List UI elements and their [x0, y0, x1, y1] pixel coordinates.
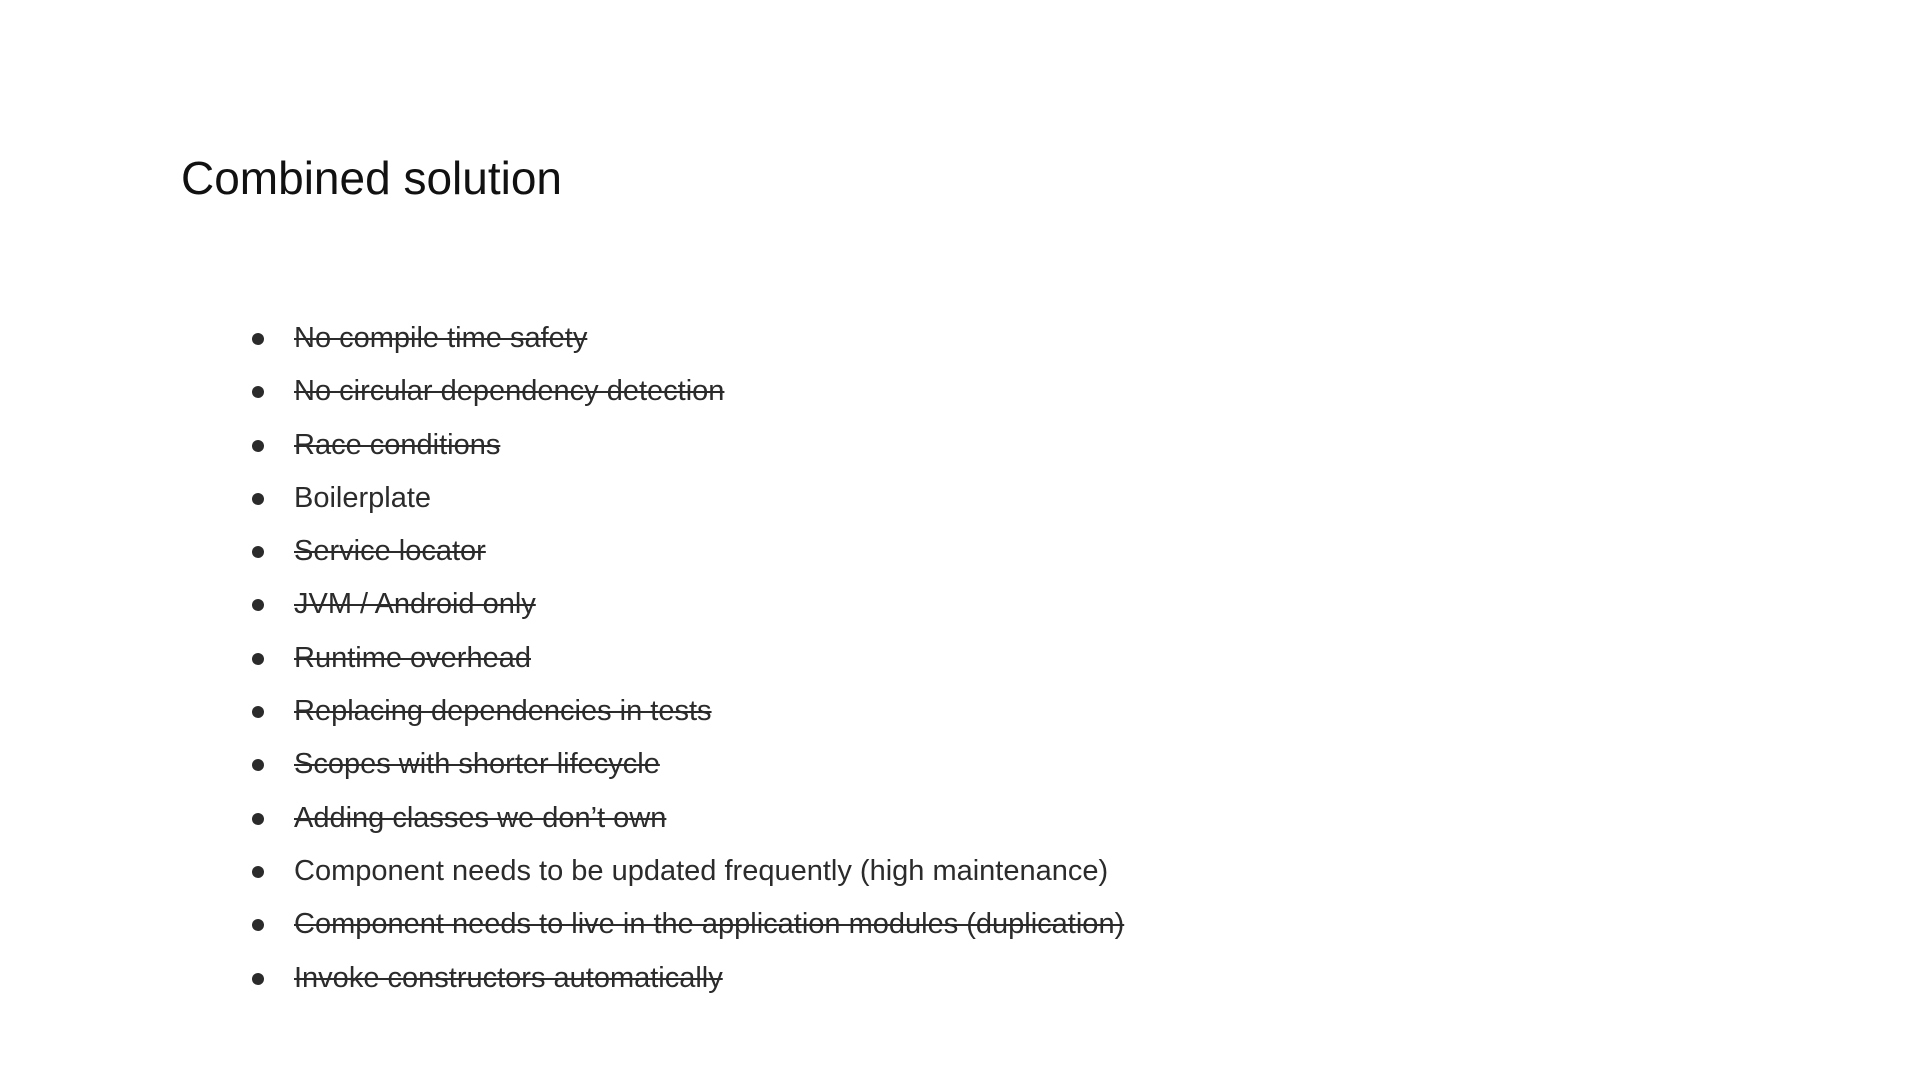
bullet-text: Component needs to be updated frequently (high maintenance) [294, 854, 1109, 887]
bullet-dot-icon [252, 919, 264, 931]
slide-title: Combined solution [181, 152, 563, 204]
bullet-dot-icon [252, 973, 264, 985]
bullet-dot-icon [252, 866, 264, 878]
bullet-text: Adding classes we don’t own [294, 801, 667, 834]
bullet-dot-icon [252, 440, 264, 452]
bullet-text: JVM / Android only [294, 588, 536, 621]
bullet-text: Service locator [294, 535, 486, 568]
bullet-dot-icon [252, 599, 264, 611]
bullet-text: Scopes with shorter lifecycle [294, 748, 660, 781]
bullet-dot-icon [252, 546, 264, 558]
bullet-text: Replacing dependencies in tests [294, 695, 712, 728]
bullet-text: Race conditions [294, 428, 501, 461]
bullet-dot-icon [252, 706, 264, 718]
bullet-dot-icon [252, 386, 264, 398]
bullet-dot-icon [252, 759, 264, 771]
bullet-text: No circular dependency detection [294, 375, 725, 408]
bullet-text: Boilerplate [294, 481, 432, 514]
bullet-dot-icon [252, 813, 264, 825]
bullet-dot-icon [252, 653, 264, 665]
bullet-dot-icon [252, 493, 264, 505]
bullet-text: Runtime overhead [294, 641, 531, 674]
bullet-text: Component needs to live in the application modules (duplication) [294, 908, 1125, 941]
bullet-text: No compile time safety [294, 322, 588, 354]
bullet-dot-icon [252, 333, 264, 345]
bullet-text: Invoke constructors automatically [294, 961, 723, 994]
